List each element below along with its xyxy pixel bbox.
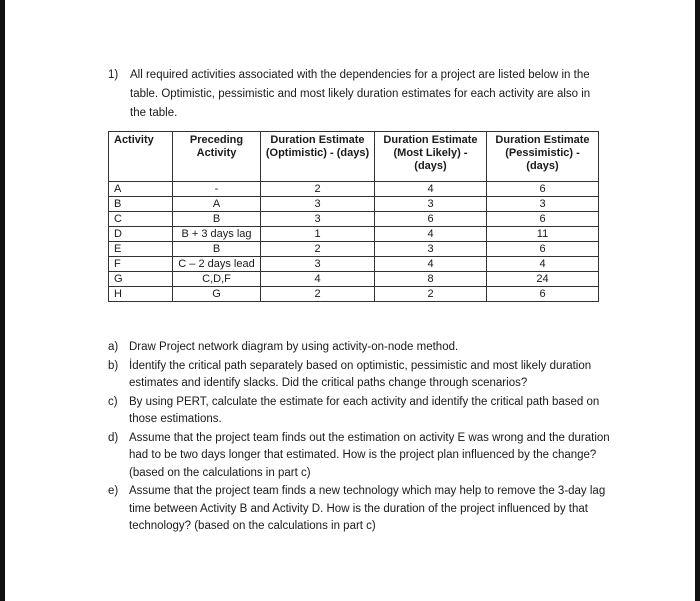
table-row: [109, 242, 599, 257]
cell-pessimistic: 6: [487, 287, 599, 302]
header-optimistic: Duration Estimate (Optimistic) - (days): [261, 132, 375, 182]
cell-most-likely: 3: [375, 197, 487, 212]
cell-optimistic: 4: [261, 272, 375, 287]
cell-optimistic: 2: [261, 287, 375, 302]
cell-most-likely: 6: [375, 212, 487, 227]
subquestion-label: d): [108, 431, 119, 444]
cell-optimistic: 1: [261, 227, 375, 242]
subquestion-label: e): [108, 485, 119, 497]
cell-preceding: -: [173, 182, 261, 197]
cell-most-likely: 2: [375, 287, 487, 302]
cell-pessimistic: 6: [487, 212, 599, 227]
cell-pessimistic: 4: [487, 257, 599, 272]
cell-preceding: B: [173, 242, 261, 257]
cell-preceding: C,D,F: [173, 272, 261, 287]
table-row: [109, 182, 599, 197]
cell-pessimistic: 6: [487, 182, 599, 197]
cell-preceding: G: [173, 287, 261, 302]
cell-pessimistic: 24: [487, 272, 599, 287]
cell-activity: G: [109, 272, 173, 287]
cell-optimistic: 2: [261, 242, 375, 257]
subquestion-text: By using PERT, calculate the estimate for each activity and identify the critical path based on those estimations.: [129, 395, 600, 425]
header-pessimistic: Duration Estimate (Pessimistic) - (days): [487, 132, 599, 182]
cell-preceding: A: [173, 197, 261, 212]
question-text: All required activities associated with the dependencies for a project are listed below in the table. Optimistic, pessimistic and most likely duration estimates for each activity are also in the table.: [130, 69, 591, 119]
question-1: [108, 66, 608, 123]
subquestion-list: [108, 339, 613, 537]
cell-most-likely: 4: [375, 182, 487, 197]
subquestion-label: b): [108, 359, 119, 372]
cell-most-likely: 8: [375, 272, 487, 287]
cell-optimistic: 3: [261, 197, 375, 212]
cell-pessimistic: 3: [487, 197, 599, 212]
question-number: 1): [108, 69, 119, 81]
table-row: [109, 197, 599, 212]
left-border-bar: [0, 0, 5, 601]
cell-activity: A: [109, 182, 173, 197]
cell-activity: D: [109, 227, 173, 242]
header-most-likely: Duration Estimate (Most Likely) - (days): [375, 132, 487, 182]
subquestion-c: [108, 394, 613, 429]
subquestion-b: [108, 358, 613, 393]
table-row: [109, 257, 599, 272]
cell-optimistic: 3: [261, 257, 375, 272]
activity-table: [108, 131, 599, 302]
table-row: [109, 287, 599, 302]
cell-optimistic: 2: [261, 182, 375, 197]
cell-preceding: B + 3 days lag: [173, 227, 261, 242]
table-header-row: [109, 132, 599, 182]
cell-most-likely: 4: [375, 257, 487, 272]
cell-preceding: C – 2 days lead: [173, 257, 261, 272]
table-row: [109, 272, 599, 287]
subquestion-label: a): [108, 341, 119, 353]
cell-most-likely: 4: [375, 227, 487, 242]
cell-pessimistic: 11: [487, 227, 599, 242]
cell-activity: E: [109, 242, 173, 257]
cell-most-likely: 3: [375, 242, 487, 257]
cell-activity: B: [109, 197, 173, 212]
header-activity: Activity: [109, 132, 173, 182]
cell-activity: H: [109, 287, 173, 302]
cell-preceding: B: [173, 212, 261, 227]
cell-activity: C: [109, 212, 173, 227]
table-row: [109, 212, 599, 227]
subquestion-text: İdentify the critical path separately based on optimistic, pessimistic and most likely duration estimates and identify slacks. Did the critical paths change through scenarios?: [129, 359, 592, 389]
subquestion-text: Assume that the project team finds out the estimation on activity E was wrong and the duration had to be two days longer that estimated. How is the project plan influenced by the change? (based on the calculations in part c): [129, 431, 610, 479]
subquestion-d: [108, 430, 613, 483]
table-row: [109, 227, 599, 242]
subquestion-a: [108, 339, 613, 357]
cell-optimistic: 3: [261, 212, 375, 227]
header-preceding-activity: Preceding Activity: [173, 132, 261, 182]
subquestion-text: Draw Project network diagram by using activity-on-node method.: [129, 341, 459, 353]
subquestion-text: Assume that the project team finds a new technology which may help to remove the 3-day lag time between Activity B and Activity D. How is the duration of the project influenced by that technology? (based on the calculations in part c): [129, 485, 606, 532]
cell-pessimistic: 6: [487, 242, 599, 257]
subquestion-label: c): [108, 395, 118, 408]
right-border-bar: [695, 0, 700, 601]
cell-activity: F: [109, 257, 173, 272]
subquestion-e: [108, 483, 613, 536]
